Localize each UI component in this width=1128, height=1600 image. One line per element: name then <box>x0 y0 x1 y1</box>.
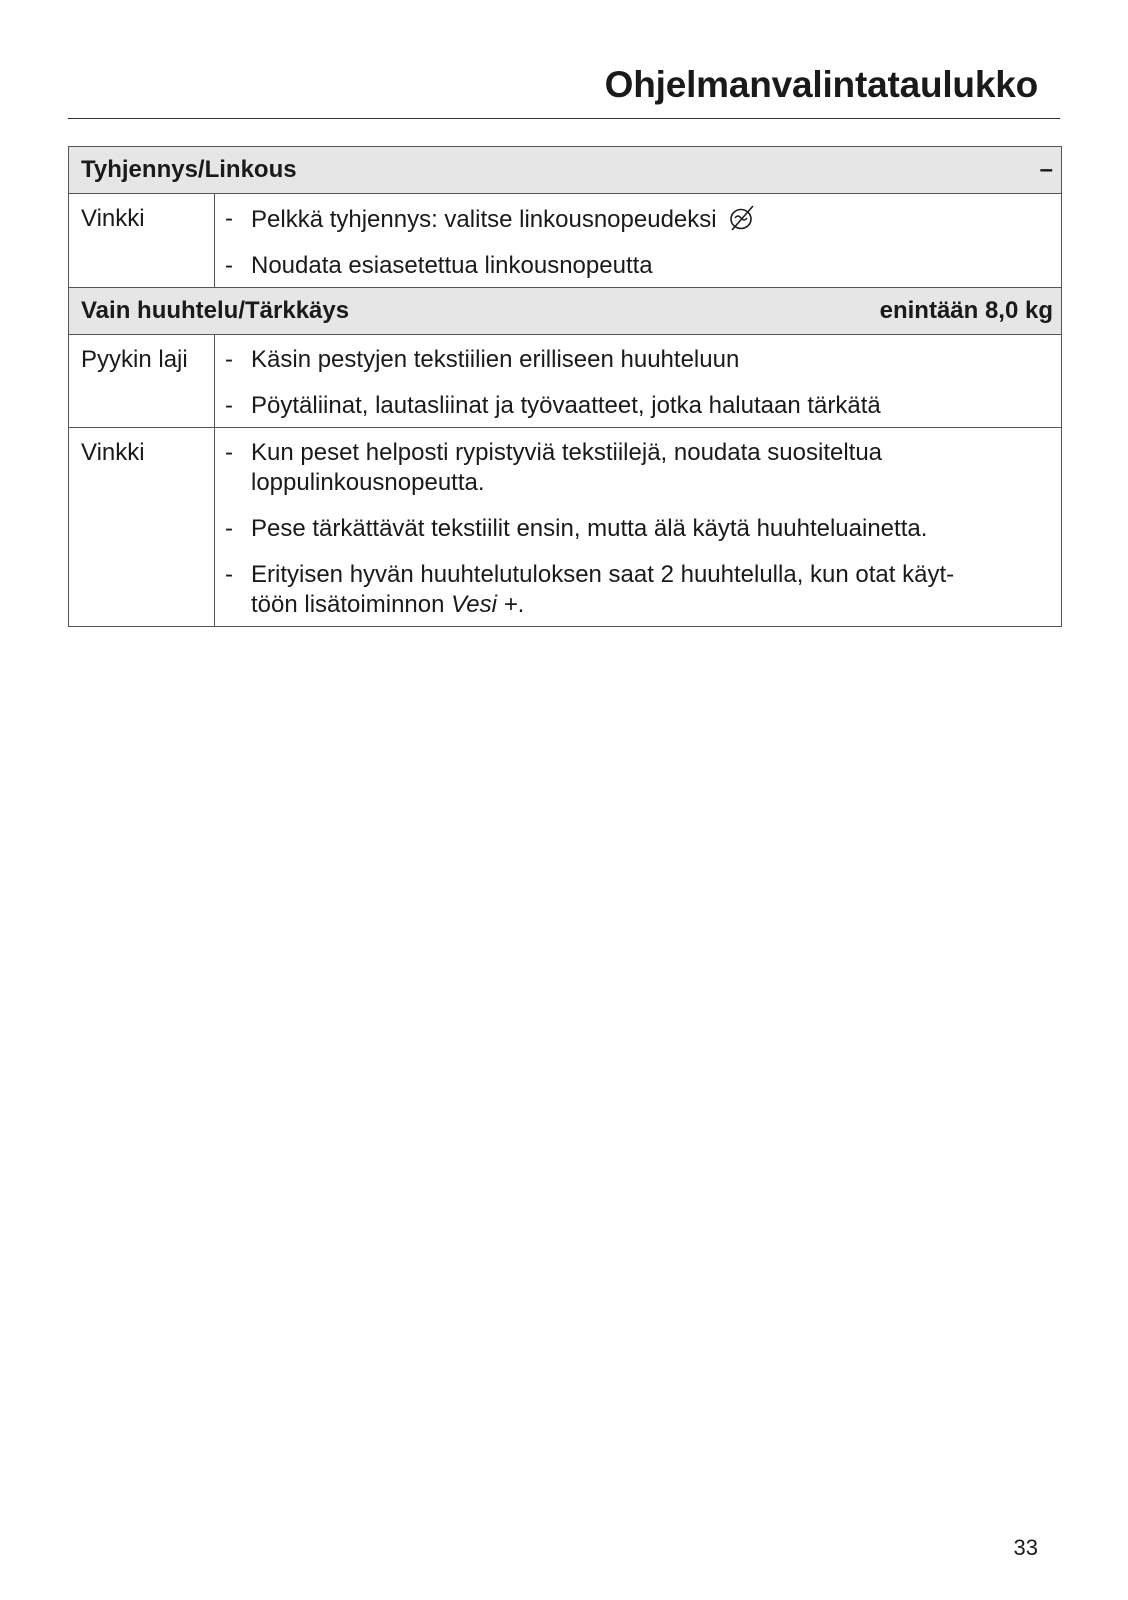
bullet-dash: - <box>225 205 233 232</box>
section-header-rinse <box>69 288 1062 335</box>
program-table <box>68 146 1062 627</box>
bullet-dash: - <box>225 392 233 419</box>
list-item <box>225 514 1051 544</box>
section-load: – <box>1039 156 1053 183</box>
page-number: 33 <box>1013 1535 1038 1560</box>
section-load: enintään 8,0 kg <box>879 297 1053 324</box>
page-title: Ohjelmanvalintataulukko <box>604 64 1038 105</box>
item-text: Kun peset helposti rypistyviä tekstiilejä, noudata suositeltua loppulinkousnopeutta. <box>251 439 883 496</box>
item-text-line2: töön lisätoiminnon <box>251 591 445 618</box>
item-text: Käsin pestyjen tekstiilien erilliseen huuhteluun <box>251 346 740 373</box>
row-label: Vinkki <box>69 428 215 627</box>
section-title: Tyhjennys/Linkous <box>81 156 297 183</box>
list-item <box>225 251 1051 281</box>
list-item <box>225 391 1051 421</box>
bullet-dash: - <box>225 252 233 279</box>
row-items <box>215 335 1062 428</box>
item-text: Pese tärkättävät tekstiilit ensin, mutta älä käytä huuhteluainetta. <box>251 515 928 542</box>
bullet-dash: - <box>225 346 233 373</box>
bullet-dash: - <box>225 515 233 542</box>
item-text-end: . <box>517 591 525 618</box>
row-items <box>215 428 1062 627</box>
section-title: Vain huuhtelu/Tärkkäys <box>81 297 350 324</box>
row-items <box>215 194 1062 288</box>
title-divider <box>68 118 1060 119</box>
table-row <box>69 194 1062 288</box>
row-label: Pyykin laji <box>69 335 215 428</box>
list-item <box>225 345 1051 375</box>
item-text: Erityisen hyvän huuhtelutuloksen saat 2 huuhtelulla, kun otat käyt- <box>251 561 955 588</box>
table-row <box>69 335 1062 428</box>
bullet-dash: - <box>225 561 233 588</box>
no-spin-icon <box>727 204 757 232</box>
item-text: Pöytäliinat, lautasliinat ja työvaatteet, jotka halutaan tärkätä <box>251 392 881 419</box>
table-row <box>69 428 1062 627</box>
row-label: Vinkki <box>69 194 215 288</box>
list-item <box>225 438 1051 498</box>
section-header-spin <box>69 147 1062 194</box>
bullet-dash: - <box>225 439 233 466</box>
item-text: Pelkkä tyhjennys: valitse linkousnopeudeksi <box>251 206 717 233</box>
item-text: Noudata esiasetettua linkousnopeutta <box>251 252 653 279</box>
list-item <box>225 560 1051 620</box>
list-item <box>225 204 1051 235</box>
option-name: Vesi + <box>451 591 518 618</box>
